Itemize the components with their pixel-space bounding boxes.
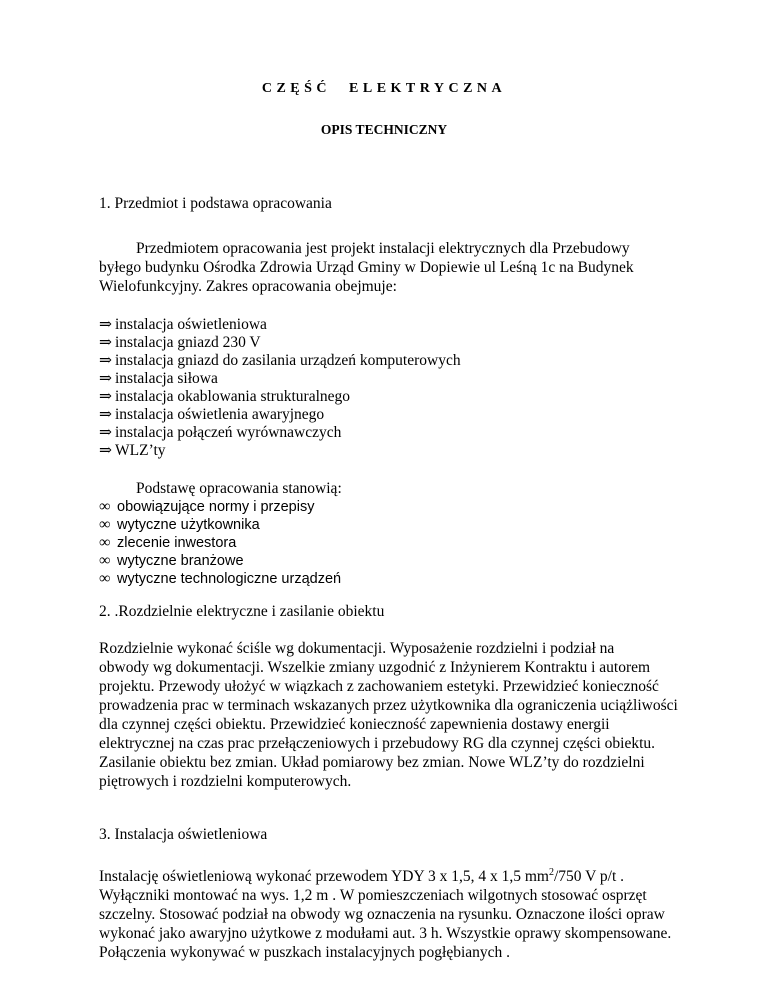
section1-para-line: Wielofunkcyjny. Zakres opracowania obejmuje: xyxy=(99,278,397,295)
section3-para-line: Wyłączniki montować na wys. 1,2 m . W pomieszczeniach wilgotnych stosować osprzęt xyxy=(99,887,647,904)
basis-list-item: ∞ wytyczne technologiczne urządzeń xyxy=(99,570,342,587)
arrow-bullet-icon: ⇒ xyxy=(99,442,112,459)
infinity-bullet-icon: ∞ xyxy=(99,534,111,551)
infinity-bullet-icon: ∞ xyxy=(99,570,111,587)
section3-para-line: szczelny. Stosować podział na obwody wg oznaczenia na rysunku. Oznaczone ilości opraw xyxy=(99,906,665,923)
scope-list-item: ⇒ instalacja okablowania strukturalnego xyxy=(99,388,351,405)
arrow-bullet-icon: ⇒ xyxy=(99,406,112,423)
arrow-bullet-icon: ⇒ xyxy=(99,388,112,405)
infinity-bullet-icon: ∞ xyxy=(99,498,111,515)
arrow-bullet-icon: ⇒ xyxy=(99,316,112,333)
section2-para-line: piętrowych i rozdzielni komputerowych. xyxy=(99,773,352,790)
section2-para-line: prowadzenia prac w terminach wskazanych przez użytkownika dla ograniczenia uciążliwości xyxy=(99,697,678,714)
basis-intro: Podstawę opracowania stanowią: xyxy=(136,480,342,497)
section3-para-line: Połączenia wykonywać w puszkach instalacyjnych pogłębianych . xyxy=(99,944,511,961)
basis-list-item: ∞ obowiązujące normy i przepisy xyxy=(99,498,315,515)
page-subtitle: OPIS TECHNICZNY xyxy=(320,122,448,137)
title-word-elektryczna: ELEKTRYCZNA xyxy=(349,81,507,96)
scope-list-item: ⇒ instalacja gniazd do zasilania urządzeń komputerowych xyxy=(99,352,461,369)
scope-list-item: ⇒ instalacja oświetleniowa xyxy=(99,316,267,333)
section1-heading: 1. Przedmiot i podstawa opracowania xyxy=(99,195,332,212)
arrow-bullet-icon: ⇒ xyxy=(99,370,112,387)
basis-list-item: ∞ zlecenie inwestora xyxy=(99,534,237,551)
superscript: 2 xyxy=(548,867,554,878)
scope-list-item: ⇒ instalacja oświetlenia awaryjnego xyxy=(99,406,325,423)
arrow-bullet-icon: ⇒ xyxy=(99,334,112,351)
section1-para-line: byłego budynku Ośrodka Zdrowia Urząd Gminy w Dopiewie ul Leśną 1c na Budynek xyxy=(99,259,634,276)
infinity-bullet-icon: ∞ xyxy=(99,516,111,533)
title-word-czesc: CZĘŚĆ xyxy=(261,81,332,96)
scope-list-item: ⇒ instalacja połączeń wyrównawczych xyxy=(99,424,342,441)
section2-para-line: Zasilanie obiektu bez zmian. Układ pomiarowy bez zmian. Nowe WLZ’ty do rozdzielni xyxy=(99,754,645,771)
basis-list-item: ∞ wytyczne branżowe xyxy=(99,552,244,569)
scope-list-item: ⇒ WLZ’ty xyxy=(99,442,166,459)
scope-list-item: ⇒ instalacja siłowa xyxy=(99,370,218,387)
section2-para-line: elektrycznej na czas prac przełączeniowych i przebudowy RG dla czynnej części obiektu. xyxy=(99,735,656,752)
scope-list-item: ⇒ instalacja gniazd 230 V xyxy=(99,334,261,351)
section2-para-line: dla czynnej części obiektu. Przewidzieć konieczność zapewnienia dostawy energii xyxy=(99,716,610,733)
section3-heading: 3. Instalacja oświetleniowa xyxy=(99,826,268,843)
infinity-bullet-icon: ∞ xyxy=(99,552,111,569)
section2-para-line: projektu. Przewody ułożyć w wiązkach z zachowaniem estetyki. Przewidzieć konieczność xyxy=(99,678,659,695)
section3-para-line: Instalację oświetleniową wykonać przewodem YDY 3 x 1,5, 4 x 1,5 $mm^2/750$ V p/t . xyxy=(99,867,625,885)
page-title xyxy=(0,79,768,98)
section2-heading: 2. .Rozdzielnie elektryczne i zasilanie obiektu xyxy=(99,603,385,620)
section2-para-line: obwody wg dokumentacji. Wszelkie zmiany uzgodnić z Inżynierem Kontraktu i autorem xyxy=(99,659,651,676)
section2-para-line: Rozdzielnie wykonać ściśle wg dokumentacji. Wyposażenie rozdzielni i podział na xyxy=(99,640,615,657)
section3-para-line: wykonać jako awaryjno użytkowe z modułami aut. 3 h. Wszystkie oprawy skompensowane. xyxy=(99,925,672,942)
arrow-bullet-icon: ⇒ xyxy=(99,424,112,441)
section1-para-line: Przedmiotem opracowania jest projekt instalacji elektrycznych dla Przebudowy xyxy=(136,240,630,257)
arrow-bullet-icon: ⇒ xyxy=(99,352,112,369)
basis-list-item: ∞ wytyczne użytkownika xyxy=(99,516,260,533)
